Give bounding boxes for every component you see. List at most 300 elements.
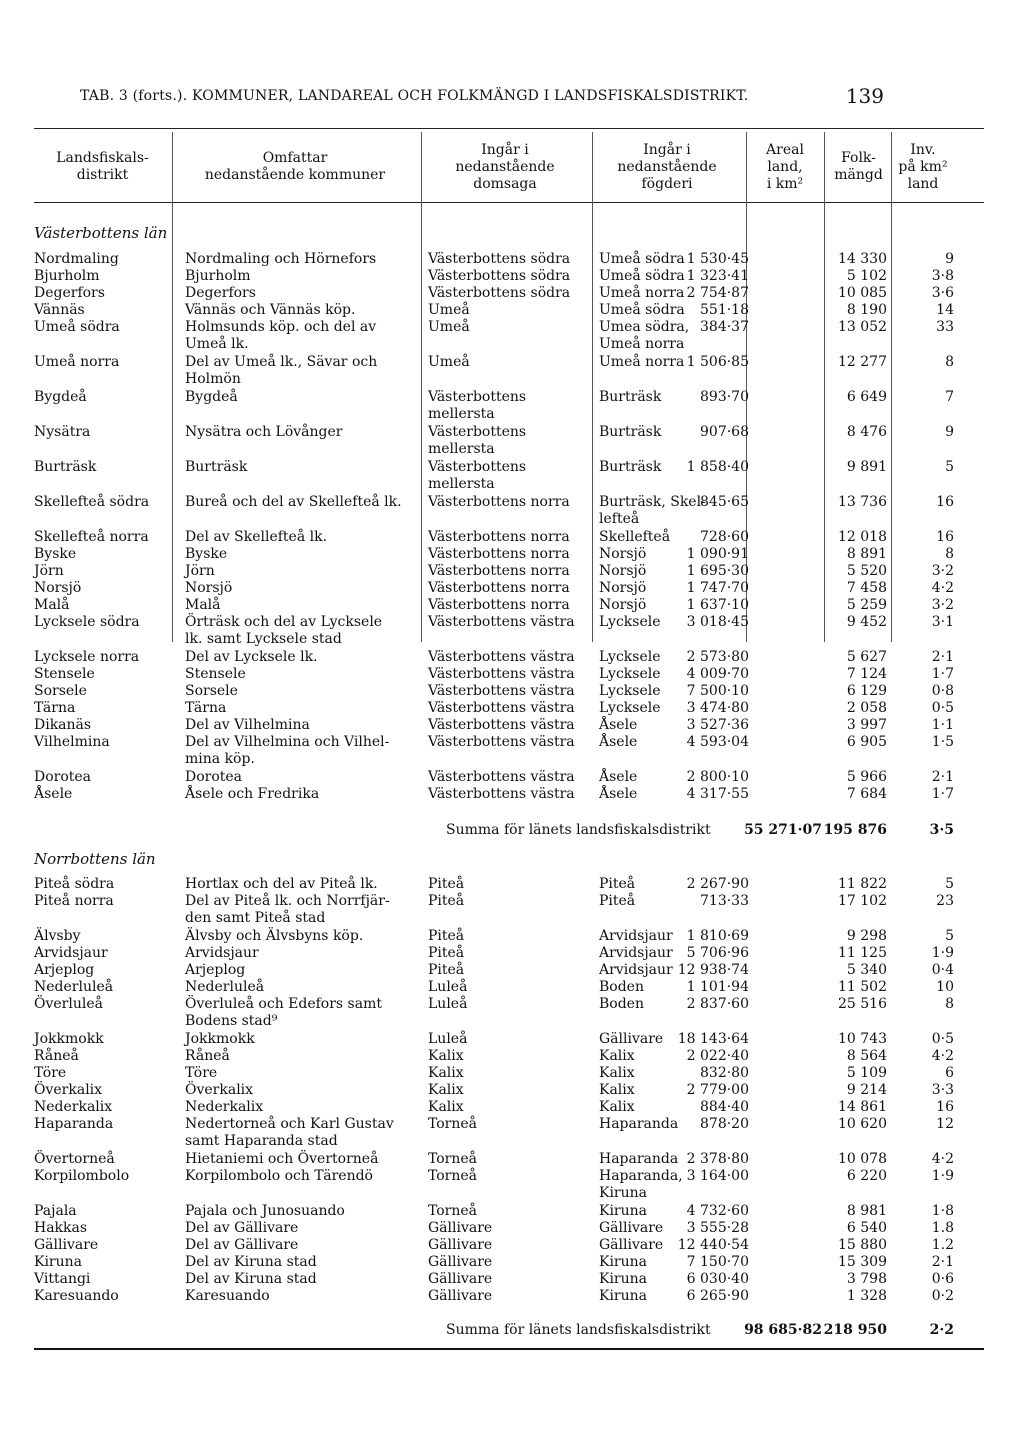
cell-areal: 728·60 <box>700 529 749 545</box>
cell-areal: 878·20 <box>700 1116 749 1132</box>
cell-kommuner: Nederkalix <box>185 1099 264 1115</box>
cell-domsaga: Västerbottens västra <box>428 683 575 699</box>
cell-domsaga: Västerbottens mellersta <box>428 424 527 457</box>
cell-areal: 884·40 <box>700 1099 749 1115</box>
cell-fogderi: Lycksele <box>599 649 661 665</box>
cell-distrikt: Byske <box>34 546 77 562</box>
cell-folkmangd: 8 891 <box>846 546 887 562</box>
cell-folkmangd: 9 214 <box>846 1082 887 1098</box>
cell-folkmangd: 3 997 <box>846 717 887 733</box>
cell-kommuner: Nederluleå <box>185 979 265 995</box>
cell-distrikt: Sorsele <box>34 683 87 699</box>
cell-folkmangd: 14 861 <box>838 1099 887 1115</box>
cell-domsaga: Kalix <box>428 1099 464 1115</box>
cell-areal: 893·70 <box>700 389 749 405</box>
col-head-fogderi: Ingår i nedanstående fögderi <box>617 142 717 192</box>
cell-distrikt: Karesuando <box>34 1288 119 1304</box>
cell-folkmangd: 15 880 <box>838 1237 887 1253</box>
cell-folkmangd: 8 981 <box>846 1203 887 1219</box>
cell-areal: 1 810·69 <box>686 928 749 944</box>
cell-kommuner: Arjeplog <box>185 962 246 978</box>
summary-areal: 55 271·07 <box>744 822 822 838</box>
cell-domsaga: Luleå <box>428 1031 468 1047</box>
cell-distrikt: Arvidsjaur <box>34 945 108 961</box>
cell-domsaga: Umeå <box>428 319 470 335</box>
cell-domsaga: Piteå <box>428 876 465 892</box>
cell-domsaga: Piteå <box>428 945 465 961</box>
page-header <box>80 84 964 110</box>
section-heading-norrbotten: Norrbottens län <box>34 850 156 868</box>
cell-inv-per-km2: 4·2 <box>931 580 954 596</box>
cell-inv-per-km2: 1·7 <box>931 786 954 802</box>
cell-folkmangd: 3 798 <box>846 1271 887 1287</box>
cell-areal: 3 018·45 <box>686 614 749 630</box>
page-number: 139 <box>845 84 884 108</box>
cell-domsaga: Piteå <box>428 928 465 944</box>
cell-domsaga: Västerbottens norra <box>428 494 570 510</box>
top-rule <box>34 128 984 129</box>
cell-inv-per-km2: 5 <box>945 876 954 892</box>
summary-folk: 195 876 <box>823 822 887 838</box>
cell-folkmangd: 1 328 <box>846 1288 887 1304</box>
cell-distrikt: Skellefteå södra <box>34 494 150 510</box>
cell-domsaga: Torneå <box>428 1151 478 1167</box>
cell-kommuner: Överluleå och Edefors samt Bodens stad⁹ <box>185 996 382 1029</box>
cell-areal: 1 695·30 <box>686 563 749 579</box>
cell-domsaga: Kalix <box>428 1065 464 1081</box>
cell-fogderi: Burträsk <box>599 459 662 475</box>
cell-areal: 2 837·60 <box>686 996 749 1012</box>
cell-fogderi: Gällivare <box>599 1220 664 1236</box>
cell-fogderi: Burträsk, Skel- lefteå <box>599 494 706 527</box>
cell-fogderi: Arvidsjaur <box>599 945 673 961</box>
cell-distrikt: Umeå södra <box>34 319 120 335</box>
cell-areal: 1 747·70 <box>686 580 749 596</box>
cell-areal: 1 858·40 <box>686 459 749 475</box>
bottom-rule <box>34 1348 984 1350</box>
cell-domsaga: Västerbottens västra <box>428 734 575 750</box>
cell-inv-per-km2: 0·2 <box>931 1288 954 1304</box>
cell-distrikt: Haparanda <box>34 1116 114 1132</box>
cell-inv-per-km2: 1·1 <box>931 717 954 733</box>
cell-fogderi: Norsjö <box>599 580 647 596</box>
cell-areal: 1 090·91 <box>686 546 749 562</box>
cell-areal: 6 265·90 <box>686 1288 749 1304</box>
cell-inv-per-km2: 4·2 <box>931 1151 954 1167</box>
cell-areal: 713·33 <box>700 893 749 909</box>
cell-domsaga: Västerbottens södra <box>428 268 571 284</box>
cell-distrikt: Lycksele norra <box>34 649 140 665</box>
cell-domsaga: Gällivare <box>428 1220 493 1236</box>
cell-inv-per-km2: 8 <box>945 546 954 562</box>
summary-label: Summa för länets landsfiskalsdistrikt <box>446 1322 711 1338</box>
cell-kommuner: Del av Vilhelmina <box>185 717 310 733</box>
cell-inv-per-km2: 33 <box>936 319 954 335</box>
cell-fogderi: Lycksele <box>599 700 661 716</box>
cell-fogderi: Åsele <box>599 786 638 802</box>
cell-folkmangd: 10 085 <box>838 285 887 301</box>
cell-kommuner: Tärna <box>185 700 227 716</box>
cell-kommuner: Norsjö <box>185 580 233 596</box>
cell-kommuner: Del av Vilhelmina och Vilhel- mina köp. <box>185 734 390 767</box>
cell-domsaga: Umeå <box>428 354 470 370</box>
cell-domsaga: Västerbottens västra <box>428 649 575 665</box>
summary-label: Summa för länets landsfiskalsdistrikt <box>446 822 711 838</box>
cell-areal: 2 378·80 <box>686 1151 749 1167</box>
cell-inv-per-km2: 2·1 <box>931 1254 954 1270</box>
cell-kommuner: Del av Lycksele lk. <box>185 649 318 665</box>
cell-distrikt: Bjurholm <box>34 268 100 284</box>
cell-folkmangd: 8 190 <box>846 302 887 318</box>
cell-areal: 5 706·96 <box>686 945 749 961</box>
cell-inv-per-km2: 0·5 <box>931 700 954 716</box>
cell-inv-per-km2: 2·1 <box>931 649 954 665</box>
cell-kommuner: Nordmaling och Hörnefors <box>185 251 377 267</box>
cell-inv-per-km2: 3·1 <box>931 614 954 630</box>
cell-kommuner: Töre <box>185 1065 218 1081</box>
cell-kommuner: Vännäs och Vännäs köp. <box>185 302 356 318</box>
cell-kommuner: Råneå <box>185 1048 230 1064</box>
cell-inv-per-km2: 3·2 <box>931 563 954 579</box>
cell-folkmangd: 6 540 <box>846 1220 887 1236</box>
cell-distrikt: Degerfors <box>34 285 105 301</box>
cell-kommuner: Bureå och del av Skellefteå lk. <box>185 494 402 510</box>
cell-distrikt: Piteå södra <box>34 876 115 892</box>
cell-folkmangd: 8 564 <box>846 1048 887 1064</box>
cell-areal: 2 573·80 <box>686 649 749 665</box>
cell-areal: 2 800·10 <box>686 769 749 785</box>
cell-distrikt: Jörn <box>34 563 64 579</box>
cell-inv-per-km2: 3·8 <box>931 268 954 284</box>
cell-distrikt: Nysätra <box>34 424 91 440</box>
cell-areal: 551·18 <box>700 302 749 318</box>
cell-domsaga: Luleå <box>428 979 468 995</box>
cell-fogderi: Kiruna <box>599 1254 648 1270</box>
cell-fogderi: Arvidsjaur <box>599 928 673 944</box>
cell-kommuner: Dorotea <box>185 769 243 785</box>
cell-inv-per-km2: 1·7 <box>931 666 954 682</box>
cell-distrikt: Kiruna <box>34 1254 83 1270</box>
cell-distrikt: Nederkalix <box>34 1099 113 1115</box>
cell-domsaga: Gällivare <box>428 1288 493 1304</box>
cell-areal: 3 555·28 <box>686 1220 749 1236</box>
cell-inv-per-km2: 16 <box>936 494 954 510</box>
col-head-folk: Folk- mängd <box>834 150 883 183</box>
cell-inv-per-km2: 10 <box>936 979 954 995</box>
summary-inv: 2·2 <box>929 1322 954 1338</box>
cell-distrikt: Pajala <box>34 1203 77 1219</box>
cell-distrikt: Stensele <box>34 666 95 682</box>
cell-areal: 1 101·94 <box>686 979 749 995</box>
cell-domsaga: Västerbottens västra <box>428 717 575 733</box>
cell-kommuner: Del av Piteå lk. och Norrfjär- den samt Piteå stad <box>185 893 390 926</box>
cell-folkmangd: 5 109 <box>846 1065 887 1081</box>
cell-distrikt: Skellefteå norra <box>34 529 149 545</box>
cell-distrikt: Burträsk <box>34 459 97 475</box>
cell-distrikt: Älvsby <box>34 928 81 944</box>
cell-folkmangd: 10 620 <box>838 1116 887 1132</box>
cell-domsaga: Piteå <box>428 893 465 909</box>
cell-kommuner: Malå <box>185 597 221 613</box>
cell-folkmangd: 10 078 <box>838 1151 887 1167</box>
cell-fogderi: Burträsk <box>599 389 662 405</box>
cell-kommuner: Hortlax och del av Piteå lk. <box>185 876 378 892</box>
cell-inv-per-km2: 4·2 <box>931 1048 954 1064</box>
cell-areal: 12 440·54 <box>677 1237 749 1253</box>
cell-areal: 2 267·90 <box>686 876 749 892</box>
cell-inv-per-km2: 14 <box>936 302 954 318</box>
cell-areal: 18 143·64 <box>677 1031 749 1047</box>
cell-kommuner: Jokkmokk <box>185 1031 255 1047</box>
cell-domsaga: Västerbottens norra <box>428 597 570 613</box>
cell-distrikt: Bygdeå <box>34 389 87 405</box>
cell-folkmangd: 2 058 <box>846 700 887 716</box>
cell-kommuner: Karesuando <box>185 1288 270 1304</box>
cell-fogderi: Åsele <box>599 717 638 733</box>
cell-fogderi: Åsele <box>599 734 638 750</box>
cell-kommuner: Korpilombolo och Tärendö <box>185 1168 373 1184</box>
cell-kommuner: Del av Umeå lk., Sävar och Holmön <box>185 354 378 387</box>
cell-kommuner: Del av Kiruna stad <box>185 1254 317 1270</box>
cell-areal: 384·37 <box>700 319 749 335</box>
cell-inv-per-km2: 1·5 <box>931 734 954 750</box>
cell-fogderi: Burträsk <box>599 424 662 440</box>
cell-areal: 6 030·40 <box>686 1271 749 1287</box>
cell-folkmangd: 5 627 <box>846 649 887 665</box>
cell-distrikt: Norsjö <box>34 580 82 596</box>
cell-distrikt: Umeå norra <box>34 354 120 370</box>
cell-inv-per-km2: 9 <box>945 424 954 440</box>
cell-inv-per-km2: 1.8 <box>931 1220 954 1236</box>
cell-folkmangd: 14 330 <box>838 251 887 267</box>
cell-distrikt: Övertorneå <box>34 1151 115 1167</box>
cell-folkmangd: 13 052 <box>838 319 887 335</box>
cell-areal: 3 164·00 <box>686 1168 749 1184</box>
cell-inv-per-km2: 2·1 <box>931 769 954 785</box>
cell-fogderi: Skellefteå <box>599 529 671 545</box>
cell-distrikt: Överkalix <box>34 1082 103 1098</box>
cell-inv-per-km2: 6 <box>945 1065 954 1081</box>
cell-folkmangd: 13 736 <box>838 494 887 510</box>
cell-kommuner: Byske <box>185 546 228 562</box>
cell-folkmangd: 7 124 <box>846 666 887 682</box>
cell-inv-per-km2: 3·6 <box>931 285 954 301</box>
cell-fogderi: Haparanda, Kiruna <box>599 1168 683 1201</box>
cell-fogderi: Kiruna <box>599 1288 648 1304</box>
cell-areal: 1 637·10 <box>686 597 749 613</box>
cell-inv-per-km2: 8 <box>945 354 954 370</box>
cell-domsaga: Umeå <box>428 302 470 318</box>
cell-domsaga: Torneå <box>428 1116 478 1132</box>
cell-distrikt: Piteå norra <box>34 893 114 909</box>
cell-fogderi: Umeå södra <box>599 251 685 267</box>
cell-areal: 12 938·74 <box>677 962 749 978</box>
cell-distrikt: Arjeplog <box>34 962 95 978</box>
cell-inv-per-km2: 16 <box>936 1099 954 1115</box>
cell-folkmangd: 7 458 <box>846 580 887 596</box>
cell-fogderi: Umeå södra <box>599 302 685 318</box>
cell-fogderi: Kiruna <box>599 1203 648 1219</box>
col-divider <box>421 132 422 642</box>
cell-folkmangd: 25 516 <box>838 996 887 1012</box>
cell-domsaga: Västerbottens norra <box>428 580 570 596</box>
cell-areal: 3 527·36 <box>686 717 749 733</box>
cell-inv-per-km2: 3·3 <box>931 1082 954 1098</box>
cell-fogderi: Boden <box>599 996 644 1012</box>
cell-kommuner: Sorsele <box>185 683 238 699</box>
cell-folkmangd: 6 649 <box>846 389 887 405</box>
cell-fogderi: Norsjö <box>599 563 647 579</box>
cell-inv-per-km2: 1·9 <box>931 1168 954 1184</box>
cell-fogderi: Kalix <box>599 1082 635 1098</box>
cell-areal: 4 593·04 <box>686 734 749 750</box>
cell-kommuner: Stensele <box>185 666 246 682</box>
cell-areal: 3 474·80 <box>686 700 749 716</box>
col-divider <box>592 132 593 642</box>
cell-distrikt: Tärna <box>34 700 76 716</box>
cell-kommuner: Bjurholm <box>185 268 251 284</box>
cell-kommuner: Burträsk <box>185 459 248 475</box>
cell-domsaga: Västerbottens södra <box>428 251 571 267</box>
cell-domsaga: Västerbottens västra <box>428 769 575 785</box>
cell-areal: 4 732·60 <box>686 1203 749 1219</box>
cell-areal: 1 530·45 <box>686 251 749 267</box>
cell-inv-per-km2: 1·9 <box>931 945 954 961</box>
cell-distrikt: Korpilombolo <box>34 1168 130 1184</box>
col-head-domsaga: Ingår i nedanstående domsaga <box>455 142 555 192</box>
cell-areal: 845·65 <box>700 494 749 510</box>
cell-folkmangd: 5 520 <box>846 563 887 579</box>
cell-kommuner: Del av Gällivare <box>185 1220 299 1236</box>
cell-distrikt: Överluleå <box>34 996 103 1012</box>
col-divider <box>824 132 825 642</box>
cell-fogderi: Kalix <box>599 1048 635 1064</box>
cell-kommuner: Örträsk och del av Lycksele lk. samt Lycksele stad <box>185 614 383 647</box>
cell-folkmangd: 6 905 <box>846 734 887 750</box>
cell-folkmangd: 10 743 <box>838 1031 887 1047</box>
cell-kommuner: Jörn <box>185 563 215 579</box>
cell-areal: 832·80 <box>700 1065 749 1081</box>
cell-folkmangd: 7 684 <box>846 786 887 802</box>
cell-folkmangd: 9 452 <box>846 614 887 630</box>
cell-inv-per-km2: 16 <box>936 529 954 545</box>
col-head-kommuner: Omfattar nedanstående kommuner <box>204 150 386 183</box>
summary-inv: 3·5 <box>929 822 954 838</box>
cell-folkmangd: 6 129 <box>846 683 887 699</box>
cell-domsaga: Gällivare <box>428 1237 493 1253</box>
cell-inv-per-km2: 3·2 <box>931 597 954 613</box>
cell-areal: 2 022·40 <box>686 1048 749 1064</box>
cell-fogderi: Piteå <box>599 893 636 909</box>
cell-kommuner: Älvsby och Älvsbyns köp. <box>185 928 364 944</box>
cell-inv-per-km2: 8 <box>945 996 954 1012</box>
cell-domsaga: Västerbottens västra <box>428 666 575 682</box>
table-title: TAB. 3 (forts.). KOMMUNER, LANDAREAL OCH FOLKMÄNGD I LANDSFISKALSDISTRIKT. <box>80 88 749 104</box>
cell-areal: 1 506·85 <box>686 354 749 370</box>
cell-inv-per-km2: 7 <box>945 389 954 405</box>
cell-distrikt: Hakkas <box>34 1220 88 1236</box>
cell-kommuner: Arvidsjaur <box>185 945 259 961</box>
cell-folkmangd: 17 102 <box>838 893 887 909</box>
cell-kommuner: Holmsunds köp. och del av Umeå lk. <box>185 319 377 352</box>
cell-areal: 2 779·00 <box>686 1082 749 1098</box>
cell-domsaga: Västerbottens mellersta <box>428 459 527 492</box>
cell-kommuner: Överkalix <box>185 1082 254 1098</box>
col-head-distrikt: Landsfiskals- distrikt <box>56 150 149 183</box>
cell-domsaga: Kalix <box>428 1082 464 1098</box>
cell-distrikt: Töre <box>34 1065 67 1081</box>
cell-fogderi: Kiruna <box>599 1271 648 1287</box>
cell-fogderi: Boden <box>599 979 644 995</box>
cell-inv-per-km2: 1·8 <box>931 1203 954 1219</box>
cell-fogderi: Haparanda <box>599 1151 679 1167</box>
cell-inv-per-km2: 0·4 <box>931 962 954 978</box>
cell-distrikt: Vittangi <box>34 1271 91 1287</box>
cell-fogderi: Lycksele <box>599 614 661 630</box>
cell-inv-per-km2: 5 <box>945 459 954 475</box>
cell-domsaga: Gällivare <box>428 1254 493 1270</box>
cell-areal: 4 009·70 <box>686 666 749 682</box>
section-heading-vasterbotten: Västerbottens län <box>34 224 168 242</box>
cell-distrikt: Dorotea <box>34 769 92 785</box>
cell-inv-per-km2: 0·5 <box>931 1031 954 1047</box>
cell-distrikt: Dikanäs <box>34 717 92 733</box>
cell-folkmangd: 5 259 <box>846 597 887 613</box>
cell-kommuner: Del av Gällivare <box>185 1237 299 1253</box>
cell-fogderi: Lycksele <box>599 683 661 699</box>
cell-distrikt: Vilhelmina <box>34 734 110 750</box>
cell-folkmangd: 9 891 <box>846 459 887 475</box>
summary-areal: 98 685·82 <box>744 1322 822 1338</box>
cell-fogderi: Umeå norra <box>599 285 685 301</box>
cell-domsaga: Västerbottens norra <box>428 529 570 545</box>
cell-folkmangd: 12 018 <box>838 529 887 545</box>
cell-kommuner: Hietaniemi och Övertorneå <box>185 1151 379 1167</box>
cell-kommuner: Del av Kiruna stad <box>185 1271 317 1287</box>
cell-distrikt: Lycksele södra <box>34 614 140 630</box>
cell-folkmangd: 12 277 <box>838 354 887 370</box>
cell-fogderi: Piteå <box>599 876 636 892</box>
cell-folkmangd: 9 298 <box>846 928 887 944</box>
cell-domsaga: Kalix <box>428 1048 464 1064</box>
cell-distrikt: Nederluleå <box>34 979 114 995</box>
cell-kommuner: Del av Skellefteå lk. <box>185 529 328 545</box>
cell-kommuner: Nysätra och Lövånger <box>185 424 343 440</box>
cell-inv-per-km2: 23 <box>936 893 954 909</box>
cell-fogderi: Haparanda <box>599 1116 679 1132</box>
cell-fogderi: Gällivare <box>599 1031 664 1047</box>
cell-fogderi: Arvidsjaur <box>599 962 673 978</box>
cell-domsaga: Torneå <box>428 1168 478 1184</box>
header-rule <box>34 202 984 203</box>
cell-domsaga: Västerbottens södra <box>428 285 571 301</box>
cell-areal: 7 500·10 <box>686 683 749 699</box>
cell-fogderi: Gällivare <box>599 1237 664 1253</box>
col-divider <box>891 132 892 642</box>
cell-domsaga: Västerbottens mellersta <box>428 389 527 422</box>
cell-distrikt: Nordmaling <box>34 251 119 267</box>
cell-folkmangd: 5 102 <box>846 268 887 284</box>
cell-folkmangd: 11 125 <box>838 945 887 961</box>
cell-distrikt: Vännäs <box>34 302 85 318</box>
cell-fogderi: Umeå södra <box>599 268 685 284</box>
cell-folkmangd: 5 966 <box>846 769 887 785</box>
cell-domsaga: Västerbottens västra <box>428 614 575 630</box>
cell-domsaga: Torneå <box>428 1203 478 1219</box>
cell-inv-per-km2: 5 <box>945 928 954 944</box>
cell-areal: 1 323·41 <box>686 268 749 284</box>
cell-domsaga: Västerbottens norra <box>428 563 570 579</box>
